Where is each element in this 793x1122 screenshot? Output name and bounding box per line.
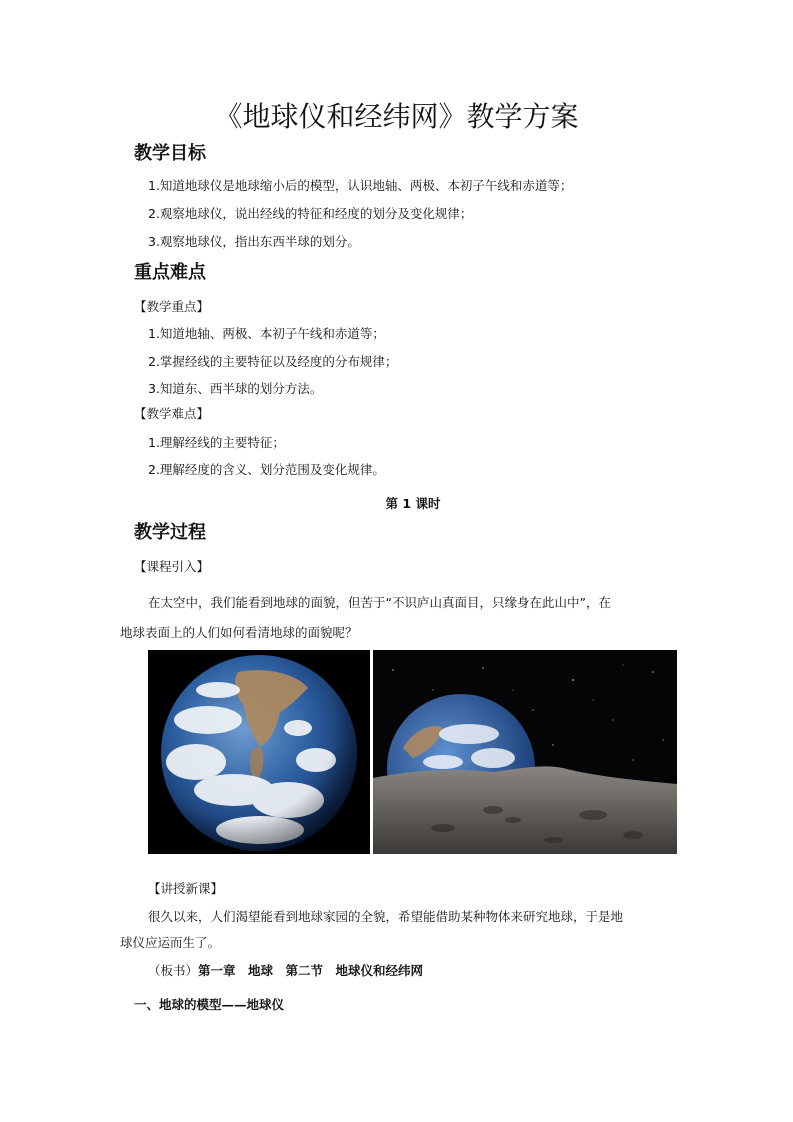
key-item-3: 3.知道东、西半球的划分方法。 — [148, 381, 323, 396]
difficulty-item-1: 1.理解经线的主要特征； — [148, 435, 285, 450]
section-subheading: 一、地球的模型——地球仪 — [134, 997, 285, 1012]
key-points-heading: 重点难点 — [134, 262, 206, 283]
key-item-2: 2.掌握经线的主要特征以及经度的分布规律； — [148, 354, 398, 369]
difficulty-label: 【教学难点】 — [134, 406, 210, 421]
intro-label: 【课程引入】 — [134, 559, 210, 574]
objective-item-2: 2.观察地球仪，说出经线的特征和经度的划分及变化规律； — [148, 206, 473, 221]
board-text: 第一章 地球 第二节 地球仪和经纬网 — [198, 963, 424, 978]
new-lesson-paragraph-line-2: 球仪应运而生了。 — [120, 935, 221, 950]
objectives-heading: 教学目标 — [134, 143, 206, 164]
key-points-label: 【教学重点】 — [134, 299, 210, 314]
earth-from-space-photo — [148, 650, 370, 854]
objective-item-3: 3.观察地球仪，指出东西半球的划分。 — [148, 234, 360, 249]
difficulty-item-2: 2.理解经度的含义、划分范围及变化规律。 — [148, 462, 385, 477]
document-title: 《地球仪和经纬网》教学方案 — [214, 100, 579, 133]
board-prefix: （板书） — [148, 963, 199, 978]
objective-item-1: 1.知道地球仪是地球缩小后的模型，认识地轴、两极、本初子午线和赤道等； — [148, 178, 573, 193]
intro-paragraph-line-1: 在太空中，我们能看到地球的面貌，但苦于“不识庐山真面目，只缘身在此山中”，在 — [148, 595, 611, 610]
board-note — [148, 962, 423, 980]
new-lesson-label: 【讲授新课】 — [148, 881, 224, 896]
earthrise-moon-photo — [373, 650, 677, 854]
intro-paragraph-line-2: 地球表面上的人们如何看清地球的面貌呢？ — [120, 625, 358, 640]
lesson-label: 第 1 课时 — [385, 496, 441, 511]
new-lesson-paragraph-line-1: 很久以来，人们渴望能看到地球家园的全貌，希望能借助某种物体来研究地球，于是地 — [148, 909, 624, 924]
process-heading: 教学过程 — [134, 522, 206, 543]
key-item-1: 1.知道地轴、两极、本初子午线和赤道等； — [148, 326, 385, 341]
